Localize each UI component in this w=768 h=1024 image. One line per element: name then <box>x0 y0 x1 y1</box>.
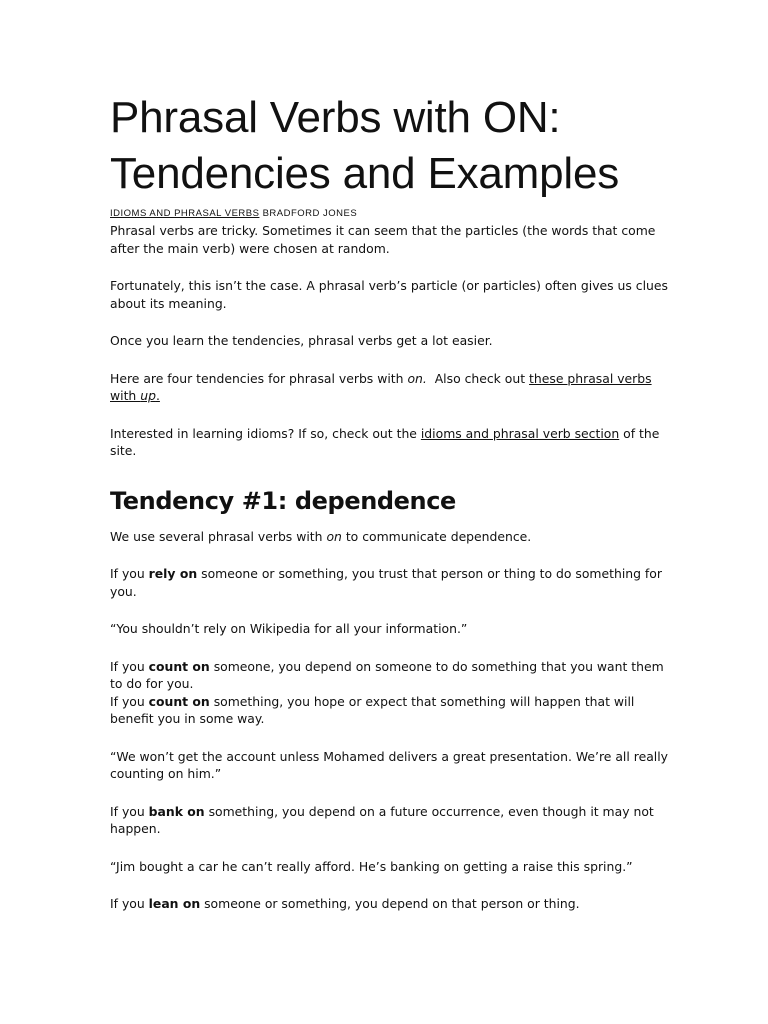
example-count-on: “We won’t get the account unless Mohamed delivers a great presentation. We’re all really counting on him.” <box>110 748 669 781</box>
text-segment: someone or something, you trust that person or thing to do something for you. <box>110 566 662 599</box>
text-segment: We use several phrasal verbs with <box>110 528 327 544</box>
page-title <box>110 90 670 202</box>
text-segment: If you <box>110 803 149 819</box>
paragraph-intro: Phrasal verbs are tricky. Sometimes it can seem that the particles (the words that come after the main verb) were chosen at random. <box>110 223 656 256</box>
title-line-2: Tendencies and Examples <box>110 149 620 198</box>
text-segment: If you <box>110 896 149 911</box>
text-segment: Interested in learning idioms? If so, check out the <box>110 425 421 441</box>
text-segment: of the site. <box>110 425 660 458</box>
link-text: these phrasal verbs with <box>110 370 652 403</box>
section-heading-dependence: Tendency #1: dependence <box>110 486 456 515</box>
author-name: BRADFORD JONES <box>262 208 358 219</box>
paragraph-fortunately: Fortunately, this isn’t the case. A phrasal verb’s particle (or particles) often gives us clues about its meaning. <box>110 278 668 311</box>
title-line-1: Phrasal Verbs with ON: <box>110 93 561 142</box>
italic-on: on. <box>407 370 427 386</box>
example-rely-on: “You shouldn’t rely on Wikipedia for all your information.” <box>110 621 468 636</box>
text-segment: something, you depend on a future occurrence, even though it may not happen. <box>110 803 654 836</box>
text-segment: someone or something, you depend on that person or thing. <box>200 896 580 911</box>
idioms-section-link[interactable]: idioms and phrasal verb section <box>420 425 620 441</box>
term-count-on: count on <box>148 658 210 674</box>
paragraph-idioms <box>110 425 670 460</box>
text-segment: something, you hope or expect that something will happen that will benefit you in some way. <box>110 693 635 726</box>
text-segment: If you <box>110 693 149 709</box>
link-italic-up: up <box>140 388 156 403</box>
definition-bank-on <box>110 803 670 838</box>
text-segment: Also check out <box>426 370 530 386</box>
category-link[interactable]: IDIOMS AND PHRASAL VERBS <box>110 208 260 219</box>
term-rely-on: rely on <box>148 566 198 581</box>
paragraph-tendencies: Once you learn the tendencies, phrasal verbs get a lot easier. <box>110 333 493 348</box>
article <box>110 90 670 913</box>
italic-on: on <box>326 528 342 544</box>
article-meta <box>110 208 670 220</box>
text-segment: someone, you depend on someone to do something that you want them to do for you. <box>110 658 664 691</box>
text-segment: If you <box>110 566 149 581</box>
definition-lean-on <box>110 895 670 913</box>
text-segment: If you <box>110 658 149 674</box>
term-count-on: count on <box>148 693 210 709</box>
paragraph-four-tendencies <box>110 370 670 405</box>
term-bank-on: bank on <box>148 803 205 819</box>
paragraph-dependence-intro <box>110 528 670 546</box>
example-bank-on: “Jim bought a car he can’t really afford. He’s banking on getting a raise this spring.” <box>110 858 633 874</box>
text-segment: to communicate dependence. <box>341 528 532 544</box>
definition-rely-on <box>110 565 670 600</box>
definition-count-on-something <box>110 693 670 728</box>
term-lean-on: lean on <box>148 896 201 911</box>
link-end: . <box>155 388 160 403</box>
definition-count-on-someone <box>110 658 670 693</box>
text-segment: Here are four tendencies for phrasal verbs with <box>110 370 408 386</box>
